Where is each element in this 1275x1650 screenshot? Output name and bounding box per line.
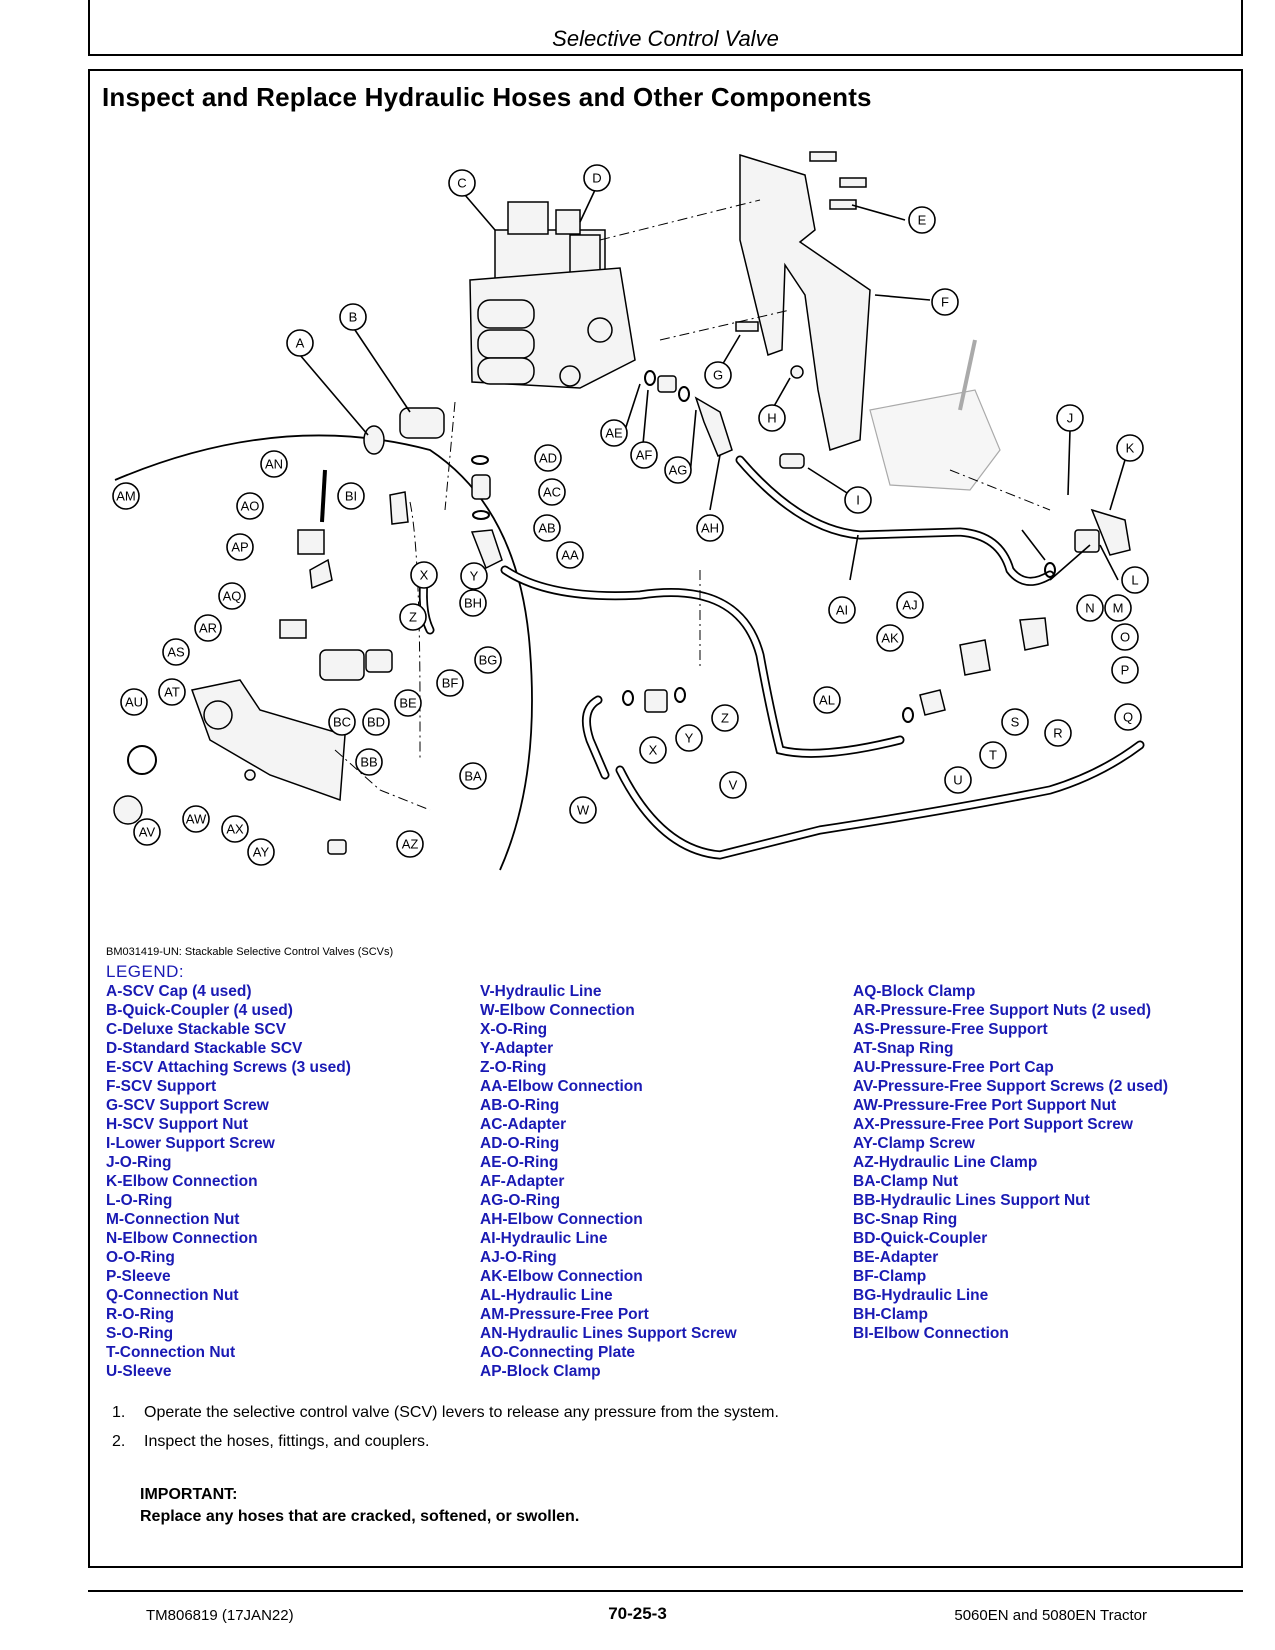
svg-text:AB: AB: [538, 520, 556, 536]
callout-aj: [897, 592, 923, 618]
exploded-view-diagram: [100, 150, 1235, 940]
legend-item: M-Connection Nut: [106, 1211, 240, 1228]
svg-text:N: N: [1085, 600, 1095, 616]
callout-h: [759, 405, 785, 431]
svg-text:X: X: [419, 567, 429, 583]
callout-o: [1112, 624, 1138, 650]
svg-text:Z: Z: [409, 609, 417, 625]
callout-k: [1117, 435, 1143, 461]
svg-text:G: G: [712, 367, 724, 383]
svg-text:AO: AO: [240, 498, 260, 514]
legend-column-3: [853, 982, 1168, 1343]
callout-j: [1057, 405, 1083, 431]
legend-item: K-Elbow Connection: [106, 1173, 258, 1190]
svg-text:P: P: [1120, 662, 1130, 678]
svg-text:BD: BD: [366, 714, 386, 730]
callout-a: [287, 330, 313, 356]
callout-au: [121, 689, 147, 715]
svg-text:S: S: [1010, 714, 1020, 730]
svg-text:AG: AG: [668, 462, 688, 478]
callout-be: [395, 690, 421, 716]
legend-item: D-Standard Stackable SCV: [106, 1040, 303, 1057]
svg-text:AQ: AQ: [222, 588, 242, 604]
svg-text:B: B: [348, 309, 358, 325]
svg-text:AI: AI: [835, 602, 849, 618]
legend-item: BD-Quick-Coupler: [853, 1230, 988, 1247]
svg-text:BE: BE: [399, 695, 417, 711]
svg-text:BH: BH: [463, 595, 483, 611]
right-fittings: [623, 510, 1130, 722]
svg-text:V: V: [728, 777, 738, 793]
legend-item: P-Sleeve: [106, 1268, 171, 1285]
legend-item: AX-Pressure-Free Port Support Screw: [853, 1116, 1133, 1133]
legend-item: A-SCV Cap (4 used): [106, 983, 252, 1000]
svg-text:I: I: [856, 492, 860, 508]
legend-item: AI-Hydraulic Line: [480, 1230, 608, 1247]
legend-item: AY-Clamp Screw: [853, 1135, 975, 1152]
legend-item: E-SCV Attaching Screws (3 used): [106, 1059, 351, 1076]
legend-item: BE-Adapter: [853, 1249, 939, 1266]
legend-item: AA-Elbow Connection: [480, 1078, 643, 1095]
callout-i: [845, 487, 871, 513]
callout-aw: [183, 806, 209, 832]
callout-bi: [338, 483, 364, 509]
svg-text:L: L: [1131, 572, 1139, 588]
svg-text:BI: BI: [344, 488, 358, 504]
footer-doc-id: TM806819 (17JAN22): [146, 1607, 294, 1624]
svg-text:BB: BB: [360, 754, 378, 770]
legend-item: W-Elbow Connection: [480, 1002, 635, 1019]
legend-item: BI-Elbow Connection: [853, 1325, 1009, 1342]
callout-s: [1002, 709, 1028, 735]
step-number: 2.: [112, 1433, 126, 1450]
callout-z: [712, 705, 738, 731]
svg-text:E: E: [917, 212, 927, 228]
svg-text:AW: AW: [185, 811, 207, 827]
figure-caption: BM031419-UN: Stackable Selective Control Valves (SCVs): [106, 946, 394, 958]
legend-item: S-O-Ring: [106, 1325, 174, 1342]
step-1: [112, 1404, 779, 1422]
callout-ap: [227, 534, 253, 560]
svg-text:BC: BC: [332, 714, 352, 730]
footer-divider: [88, 1590, 1243, 1592]
svg-text:AE: AE: [605, 425, 623, 441]
svg-text:AJ: AJ: [902, 597, 918, 613]
legend-column-1: [106, 982, 351, 1381]
legend-item: L-O-Ring: [106, 1192, 173, 1209]
legend-item: AV-Pressure-Free Support Screws (2 used): [853, 1078, 1168, 1095]
callout-t: [980, 742, 1006, 768]
svg-text:C: C: [457, 175, 467, 191]
callout-n: [1077, 595, 1103, 621]
step-text: Inspect the hoses, fittings, and couplers.: [144, 1433, 430, 1450]
legend-item: AM-Pressure-Free Port: [480, 1306, 649, 1323]
svg-text:AF: AF: [635, 447, 653, 463]
callout-ax: [222, 816, 248, 842]
legend-item: AC-Adapter: [480, 1116, 567, 1133]
legend-item: Q-Connection Nut: [106, 1287, 239, 1304]
callout-av: [134, 819, 160, 845]
legend-item: BB-Hydraulic Lines Support Nut: [853, 1192, 1090, 1209]
svg-text:Y: Y: [684, 730, 694, 746]
svg-text:AT: AT: [164, 684, 180, 700]
important-text: Replace any hoses that are cracked, softened, or swollen.: [140, 1508, 580, 1525]
callout-ai: [829, 597, 855, 623]
callout-y: [461, 563, 487, 589]
callout-ar: [195, 615, 221, 641]
callout-bg: [475, 647, 501, 673]
legend-item: R-O-Ring: [106, 1306, 175, 1323]
legend-item: U-Sleeve: [106, 1363, 172, 1380]
legend-item: O-O-Ring: [106, 1249, 175, 1266]
callout-v: [720, 772, 746, 798]
svg-text:AD: AD: [538, 450, 558, 466]
step-text: Operate the selective control valve (SCV) levers to release any pressure from the system.: [144, 1404, 779, 1421]
callout-ac: [539, 479, 565, 505]
legend-item: AU-Pressure-Free Port Cap: [853, 1059, 1054, 1076]
legend-item: AZ-Hydraulic Line Clamp: [853, 1154, 1038, 1171]
legend-item: V-Hydraulic Line: [480, 983, 602, 1000]
legend-item: T-Connection Nut: [106, 1344, 236, 1361]
callout-p: [1112, 657, 1138, 683]
legend-item: AK-Elbow Connection: [480, 1268, 643, 1285]
header-frame: [88, 0, 1243, 56]
callout-w: [570, 797, 596, 823]
legend-item: B-Quick-Coupler (4 used): [106, 1002, 293, 1019]
footer-product: 5060EN and 5080EN Tractor: [954, 1607, 1147, 1624]
section-title: Inspect and Replace Hydraulic Hoses and Other Components: [102, 82, 872, 112]
legend-item: Z-O-Ring: [480, 1059, 547, 1076]
svg-text:AN: AN: [264, 456, 284, 472]
callout-bc: [329, 709, 355, 735]
svg-text:T: T: [989, 747, 997, 763]
legend-item: BC-Snap Ring: [853, 1211, 958, 1228]
legend-item: AQ-Block Clamp: [853, 983, 976, 1000]
procedure-steps: [112, 1404, 779, 1462]
legend-item: N-Elbow Connection: [106, 1230, 258, 1247]
svg-text:AL: AL: [819, 692, 835, 708]
callout-l: [1122, 567, 1148, 593]
svg-text:AP: AP: [231, 539, 249, 555]
legend-item: F-SCV Support: [106, 1078, 217, 1095]
callout-m: [1105, 595, 1131, 621]
legend-item: H-SCV Support Nut: [106, 1116, 249, 1133]
callout-x: [640, 737, 666, 763]
svg-text:AZ: AZ: [401, 836, 419, 852]
legend-item: BA-Clamp Nut: [853, 1173, 959, 1190]
legend-item: AO-Connecting Plate: [480, 1344, 636, 1361]
svg-text:AV: AV: [138, 824, 156, 840]
callout-bb: [356, 749, 382, 775]
svg-text:BG: BG: [478, 652, 498, 668]
callout-z: [400, 604, 426, 630]
legend-item: BF-Clamp: [853, 1268, 927, 1285]
svg-text:AM: AM: [116, 488, 136, 504]
svg-text:Q: Q: [1122, 709, 1134, 725]
legend-item: BG-Hydraulic Line: [853, 1287, 989, 1304]
legend-item: BH-Clamp: [853, 1306, 928, 1323]
svg-text:M: M: [1112, 600, 1124, 616]
svg-text:BA: BA: [464, 768, 482, 784]
callout-ag: [665, 457, 691, 483]
callout-ae: [601, 420, 627, 446]
legend-item: I-Lower Support Screw: [106, 1135, 275, 1152]
callout-f: [932, 289, 958, 315]
callout-g: [705, 362, 731, 388]
svg-text:AR: AR: [198, 620, 218, 636]
callout-c: [449, 170, 475, 196]
step-number: 1.: [112, 1404, 126, 1421]
legend-item: AN-Hydraulic Lines Support Screw: [480, 1325, 737, 1342]
svg-text:K: K: [1125, 440, 1135, 456]
callout-ak: [877, 625, 903, 651]
legend-column-2: [480, 982, 737, 1381]
callout-r: [1045, 720, 1071, 746]
legend-item: X-O-Ring: [480, 1021, 548, 1038]
legend-item: AD-O-Ring: [480, 1135, 560, 1152]
svg-text:AH: AH: [700, 520, 720, 536]
callout-ay: [248, 839, 274, 865]
svg-text:AX: AX: [226, 821, 244, 837]
control-lever-assembly: [870, 340, 1000, 490]
legend-item: AW-Pressure-Free Port Support Nut: [853, 1097, 1117, 1114]
callout-ao: [237, 493, 263, 519]
callout-aq: [219, 583, 245, 609]
important-note: [140, 1484, 579, 1528]
svg-text:U: U: [953, 772, 963, 788]
svg-text:AK: AK: [881, 630, 899, 646]
legend-item: AT-Snap Ring: [853, 1040, 954, 1057]
svg-text:AS: AS: [167, 644, 185, 660]
legend-item: AL-Hydraulic Line: [480, 1287, 613, 1304]
callout-bd: [363, 709, 389, 735]
callout-as: [163, 639, 189, 665]
fittings-column: [472, 456, 502, 568]
legend-heading: LEGEND:: [106, 962, 185, 981]
important-label: IMPORTANT:: [140, 1486, 238, 1503]
svg-text:BF: BF: [441, 675, 459, 691]
legend-item: AJ-O-Ring: [480, 1249, 557, 1266]
svg-text:H: H: [767, 410, 777, 426]
pressure-free-port-detail: [114, 470, 430, 854]
svg-text:J: J: [1066, 410, 1074, 426]
callout-am: [113, 483, 139, 509]
legend-item: C-Deluxe Stackable SCV: [106, 1021, 287, 1038]
svg-text:R: R: [1053, 725, 1063, 741]
header-title: Selective Control Valve: [552, 26, 779, 51]
callout-ba: [460, 763, 486, 789]
callout-aa: [557, 542, 583, 568]
legend-item: AG-O-Ring: [480, 1192, 561, 1209]
legend-item: AR-Pressure-Free Support Nuts (2 used): [853, 1002, 1151, 1019]
svg-text:AA: AA: [561, 547, 579, 563]
svg-text:W: W: [576, 802, 590, 818]
hydraulic-line-v: [620, 742, 1140, 855]
legend-item: AF-Adapter: [480, 1173, 565, 1190]
scv-cap: [364, 426, 384, 454]
callout-ab: [534, 515, 560, 541]
callout-ah: [697, 515, 723, 541]
svg-text:AY: AY: [252, 844, 270, 860]
legend-item: Y-Adapter: [480, 1040, 554, 1057]
svg-text:AC: AC: [542, 484, 562, 500]
callout-an: [261, 451, 287, 477]
callout-az: [397, 831, 423, 857]
legend-item: AE-O-Ring: [480, 1154, 559, 1171]
svg-text:Z: Z: [721, 710, 729, 726]
callout-bh: [460, 590, 486, 616]
legend-item: AH-Elbow Connection: [480, 1211, 643, 1228]
callout-ad: [535, 445, 561, 471]
legend-item: AB-O-Ring: [480, 1097, 560, 1114]
svg-text:O: O: [1119, 629, 1131, 645]
legend-item: AS-Pressure-Free Support: [853, 1021, 1048, 1038]
svg-text:A: A: [295, 335, 305, 351]
callout-b: [340, 304, 366, 330]
svg-text:X: X: [648, 742, 658, 758]
callout-e: [909, 207, 935, 233]
callout-bf: [437, 670, 463, 696]
legend-item: G-SCV Support Screw: [106, 1097, 269, 1114]
callout-y: [676, 725, 702, 751]
callout-q: [1115, 704, 1141, 730]
callout-at: [159, 679, 185, 705]
callout-af: [631, 442, 657, 468]
footer-page-number: 70-25-3: [608, 1604, 667, 1623]
quick-coupler: [400, 408, 444, 438]
svg-text:AU: AU: [124, 694, 144, 710]
svg-text:D: D: [592, 170, 602, 186]
step-2: [112, 1433, 779, 1451]
callout-d: [584, 165, 610, 191]
svg-text:F: F: [941, 294, 949, 310]
legend-item: J-O-Ring: [106, 1154, 172, 1171]
callout-al: [814, 687, 840, 713]
legend-item: AP-Block Clamp: [480, 1363, 601, 1380]
callout-u: [945, 767, 971, 793]
svg-text:Y: Y: [469, 568, 479, 584]
callout-x: [411, 562, 437, 588]
